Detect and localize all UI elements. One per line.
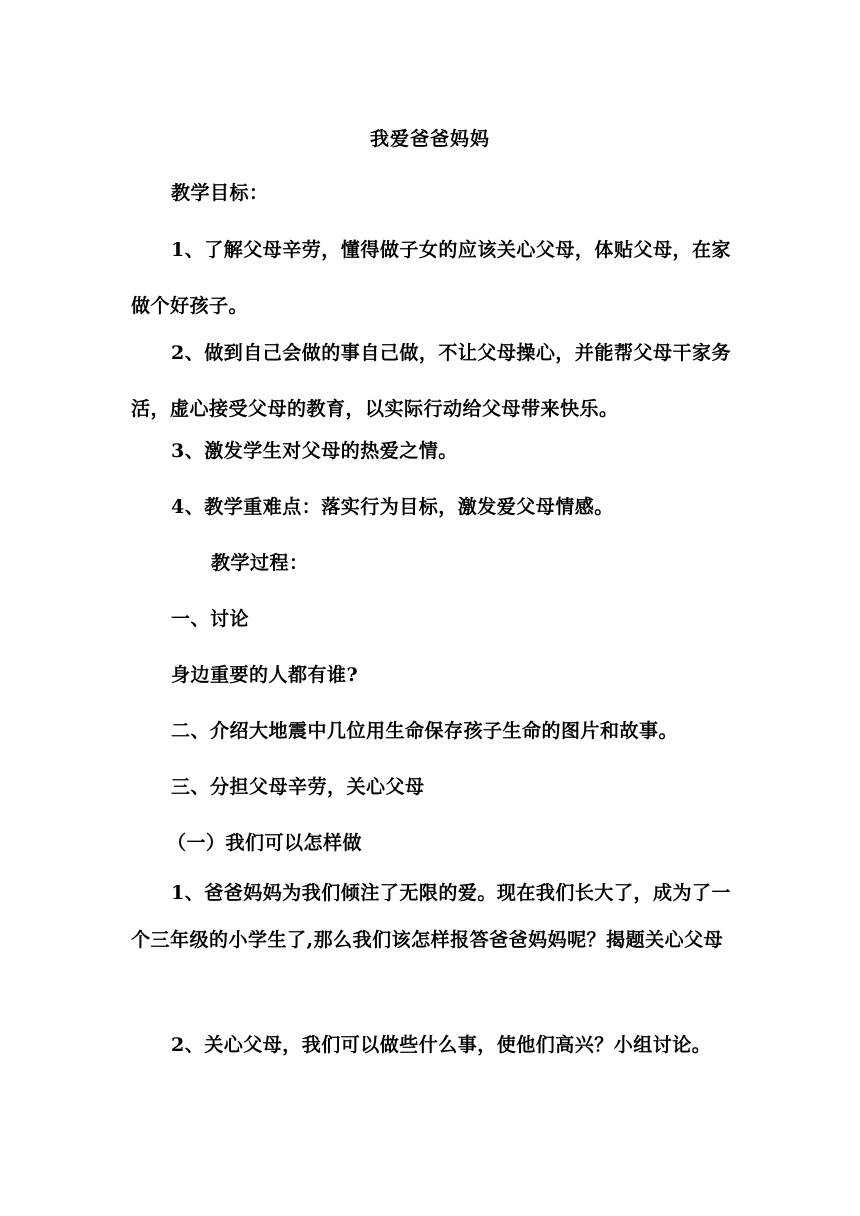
paragraph-process-heading: 教学过程： bbox=[211, 552, 309, 574]
paragraph-objective-2: 2、做到自己会做的事自己做，不让父母操心，并能帮父母干家务活，虚心接受父母的教育，以实际行动给父母带来快乐。 bbox=[131, 342, 731, 420]
paragraph-step-1: 1、爸爸妈妈为我们倾注了无限的爱。现在我们长大了，成为了一个三年级的小学生了,那么我们该怎样报答爸爸妈妈呢？揭题关心父母 bbox=[131, 882, 731, 951]
paragraph-section-discussion: 一、讨论 bbox=[171, 608, 250, 630]
paragraph-objective-4: 4、教学重难点：落实行为目标，激发爱父母情感。 bbox=[171, 496, 614, 518]
paragraph-section-earthquake: 二、介绍大地震中几位用生命保存孩子生命的图片和故事。 bbox=[171, 720, 679, 742]
paragraph-subsection-one: （一）我们可以怎样做 bbox=[167, 832, 363, 854]
paragraph-objective-1: 1、了解父母辛劳，懂得做子女的应该关心父母，体贴父母，在家做个好孩子。 bbox=[131, 239, 731, 317]
paragraph-objectives-heading: 教学目标： bbox=[171, 182, 269, 204]
paragraph-objective-3: 3、激发学生对父母的热爱之情。 bbox=[171, 440, 458, 462]
document-title: 我爱爸爸妈妈 bbox=[369, 128, 490, 150]
paragraph-section-care: 三、分担父母辛劳，关心父母 bbox=[171, 776, 425, 798]
paragraph-question: 身边重要的人都有谁? bbox=[171, 664, 359, 686]
paragraph-step-2: 2、关心父母，我们可以做些什么事，使他们高兴？小组讨论。 bbox=[171, 1034, 712, 1056]
